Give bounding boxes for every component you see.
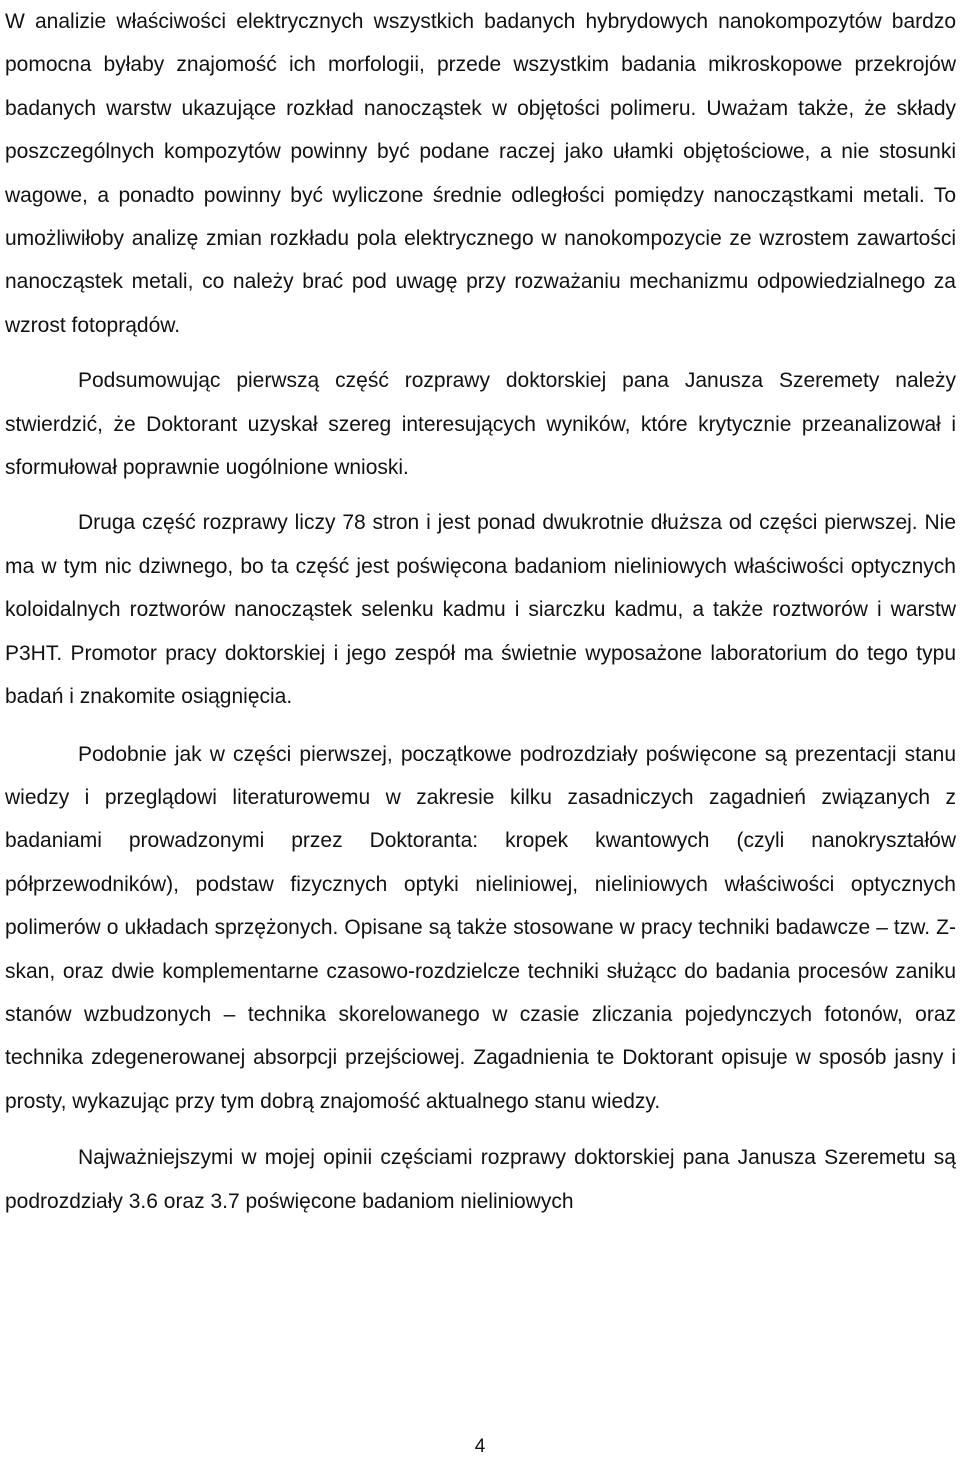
document-page	[5, 0, 956, 1223]
paragraph-most-important-parts: Najważniejszymi w mojej opinii częściami rozprawy doktorskiej pana Janusza Szeremetu są podrozdziały 3.6 oraz 3.7 poświęcone badaniom nieliniowych	[5, 1146, 956, 1213]
paragraph-state-of-knowledge: Podobnie jak w części pierwszej, początkowe podrozdziały poświęcone są prezentacji stanu wiedzy i przeglądowi literaturowemu w zakresie kilku zasadniczych zagadnień związanych z badaniami prowadzonymi przez Doktoranta: kropek kwantowych (czyli nanokryształów półprzewodników), podstaw fizycznych optyki nieliniowej, nieliniowych właściwości optycznych polimerów o układach sprzężonych. Opisane są także stosowane w pracy techniki badawcze – tzw. Z-skan, oraz dwie komplementarne czasowo-rozdzielcze techniki służącc do badania procesów zaniku stanów wzbudzonych – technika skorelowanego w czasie zliczania pojedynczych fotonów, oraz technika zdegenerowanej absorpcji przejściowej. Zagadnienia te Doktorant opisuje w sposób jasny i prosty, wykazując przy tym dobrą znajomość aktualnego stanu wiedzy.	[5, 742, 956, 1113]
page-number: 4	[474, 1436, 486, 1457]
paragraph-electrical-properties: W analizie właściwości elektrycznych wszystkich badanych hybrydowych nanokompozytów bardzo pomocna byłaby znajomość ich morfologii, przede wszystkim badania mikroskopowe przekrojów badanych warstw ukazujące rozkład nanocząstek w objętości polimeru. Uważam także, że składy poszczególnych kompozytów powinny być podane raczej jako ułamki objętościowe, a nie stosunki wagowe, a ponadto powinny być wyliczone średnie odległości pomiędzy nanocząstkami metali. To umożliwiłoby analizę zmian rozkładu pola elektrycznego w nanokompozycie ze wzrostem zawartości nanocząstek metali, co należy brać pod uwagę przy rozważaniu mechanizmu odpowiedzialnego za wzrost fotoprądów.	[5, 10, 956, 337]
paragraph-part-two-intro: Druga część rozprawy liczy 78 stron i jest ponad dwukrotnie dłuższa od części pierwszej. Nie ma w tym nic dziwnego, bo ta część jest poświęcona badaniom nieliniowych właściwości optycznych koloidalnych roztworów nanocząstek selenku kadmu i siarczku kadmu, a także roztworów i warstw P3HT. Promotor pracy doktorskiej i jego zespół ma świetnie wyposażone laboratorium do tego typu badań i znakomite osiągnięcia.	[5, 511, 956, 709]
paragraph-summary-part-one: Podsumowując pierwszą część rozprawy doktorskiej pana Janusza Szeremety należy stwierdzić, że Doktorant uzyskał szereg interesujących wyników, które krytycznie przeanalizował i sformułował poprawnie uogólnione wnioski.	[5, 369, 956, 480]
